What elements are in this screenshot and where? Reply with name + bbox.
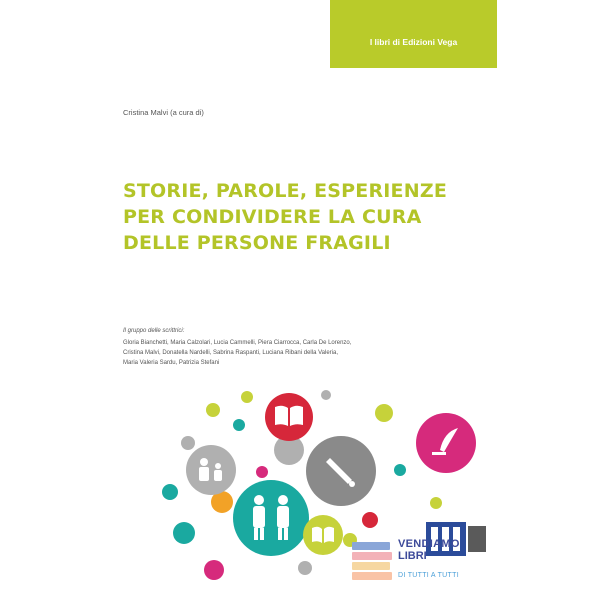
deco-circle bbox=[173, 522, 195, 544]
deco-circle bbox=[430, 497, 442, 509]
deco-circle bbox=[375, 404, 393, 422]
author-line: Cristina Malvi (a cura di) bbox=[123, 108, 204, 117]
title-line-2: PER CONDIVIDERE LA CURA bbox=[123, 206, 422, 228]
deco-circle bbox=[233, 419, 245, 431]
title-line-3: DELLE PERSONE FRAGILI bbox=[123, 232, 391, 254]
promo-line-2: LIBRI bbox=[398, 550, 427, 562]
deco-circle bbox=[204, 560, 224, 580]
deco-circle bbox=[298, 561, 312, 575]
deco-circle bbox=[206, 403, 220, 417]
quill-pen-icon bbox=[416, 413, 476, 473]
promo-badge bbox=[348, 538, 488, 584]
series-label: I libri di Edizioni Vega bbox=[369, 37, 458, 47]
title-line-1: STORIE, PAROLE, ESPERIENZE bbox=[123, 180, 447, 202]
promo-line-1: VENDIAMO bbox=[398, 538, 460, 550]
book-icon bbox=[303, 515, 343, 555]
deco-circle bbox=[256, 466, 268, 478]
deco-circle bbox=[362, 512, 378, 528]
contributors-label: Il gruppo delle scrittrici: bbox=[123, 328, 185, 334]
deco-circle bbox=[394, 464, 406, 476]
contributors-line: Gloria Bianchetti, Maria Calzolari, Lucia Cammelli, Piera Ciarrocca, Carla De Lorenzo, bbox=[123, 340, 352, 346]
contributors-line: Maria Valeria Sardu, Patrizia Stefani bbox=[123, 360, 220, 366]
hand-pen-icon bbox=[306, 436, 376, 506]
deco-circle bbox=[162, 484, 178, 500]
elderly-couple-icon bbox=[233, 480, 309, 556]
deco-circle bbox=[181, 436, 195, 450]
family-icon bbox=[186, 445, 236, 495]
deco-circle bbox=[321, 390, 331, 400]
promo-line-3: DI TUTTI A TUTTI bbox=[398, 572, 459, 579]
open-book-icon bbox=[265, 393, 313, 441]
contributors-line: Cristina Malvi, Donatella Nardelli, Sabrina Raspanti, Luciana Ribani della Valeria, bbox=[123, 350, 338, 356]
books-stack-icon bbox=[348, 538, 394, 584]
deco-circle bbox=[241, 391, 253, 403]
